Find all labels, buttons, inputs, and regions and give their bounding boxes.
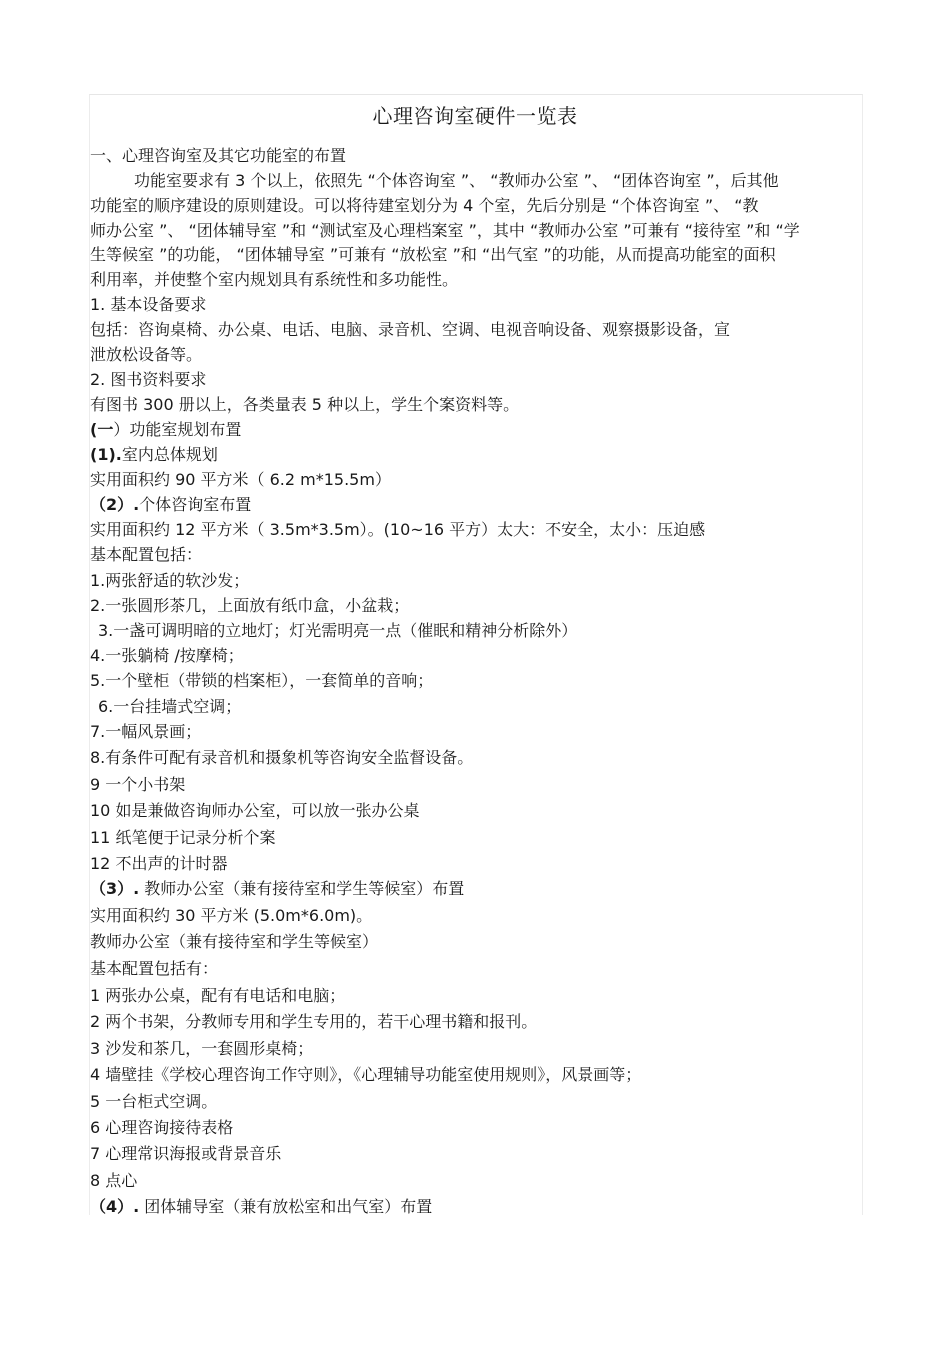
equipment-line: 泄放松设备等。 xyxy=(90,345,203,364)
office-config-label: 基本配置包括有： xyxy=(90,959,219,978)
paragraph-line: 师办公室 ”、 “团体辅导室 ”和 “测试室及心理档案室 ”，其中 “教师办公室 ”可兼有 “接待室 ”和 “学 xyxy=(90,221,800,240)
paragraph-line: 生等候室 ”的功能， “团体辅导室 ”可兼有 “放松室 ”和 “出气室 ”的功能，从而提高功能室的面积 xyxy=(90,245,776,264)
list-item: 8 点心 xyxy=(90,1171,138,1190)
list-item: 7.一幅风景画； xyxy=(90,722,202,741)
overall-title: 室内总体规划 xyxy=(121,445,218,464)
list-item: 5.一个壁柜（带锁的档案柜），一套简单的音响； xyxy=(90,671,434,690)
overall-area: 实用面积约 90 平方米（ 6.2 m*15.5m） xyxy=(90,470,391,489)
overall-heading xyxy=(90,444,218,466)
books-heading: 2. 图书资料要求 xyxy=(90,370,207,389)
list-item: 4.一张躺椅 /按摩椅； xyxy=(90,646,244,665)
office-number: （3）. xyxy=(90,879,140,898)
list-item: 2 两个书架，分教师专用和学生专用的，若干心理书籍和报刊。 xyxy=(90,1012,538,1031)
list-item: 6 心理咨询接待表格 xyxy=(90,1118,234,1137)
plan-heading-text: ）功能室规划布置 xyxy=(113,420,242,439)
list-item: 12 不出声的计时器 xyxy=(90,854,228,873)
list-item: 2.一张圆形茶几，上面放有纸巾盒，小盆栽； xyxy=(90,596,410,615)
individual-heading xyxy=(90,494,251,516)
individual-number: （2）. xyxy=(90,495,140,514)
office-heading xyxy=(90,878,464,900)
group-title: 团体辅导室（兼有放松室和出气室）布置 xyxy=(139,1197,433,1216)
plan-heading-mark: (一 xyxy=(90,420,114,439)
list-item: 11 纸笔便于记录分析个案 xyxy=(90,828,276,847)
section-heading: 一、心理咨询室及其它功能室的布置 xyxy=(90,146,347,165)
list-item: 6.一台挂墙式空调； xyxy=(98,697,242,716)
overall-number: (1). xyxy=(90,445,122,464)
office-area: 实用面积约 30 平方米 (5.0m*6.0m)。 xyxy=(90,906,373,925)
list-item: 3.一盏可调明暗的立地灯；灯光需明亮一点（催眠和精神分析除外） xyxy=(98,621,578,640)
individual-config-label: 基本配置包括： xyxy=(90,545,203,564)
plan-heading xyxy=(90,419,241,441)
list-item: 1.两张舒适的软沙发； xyxy=(90,571,250,590)
list-item: 9 一个小书架 xyxy=(90,775,186,794)
list-item: 7 心理常识海报或背景音乐 xyxy=(90,1144,282,1163)
list-item: 10 如是兼做咨询师办公室，可以放一张办公桌 xyxy=(90,801,420,820)
list-item: 3 沙发和茶几，一套圆形桌椅； xyxy=(90,1039,314,1058)
individual-area: 实用面积约 12 平方米（ 3.5m*3.5m）。(10~16 平方）太大：不安全，太小：压迫感 xyxy=(90,520,706,539)
group-number: （4）. xyxy=(90,1197,140,1216)
group-heading xyxy=(90,1196,432,1218)
list-item: 1 两张办公桌，配有有电话和电脑； xyxy=(90,986,346,1005)
list-item: 5 一台柜式空调。 xyxy=(90,1092,218,1111)
paragraph-line: 功能室要求有 3 个以上，依照先 “个体咨询室 ”、 “教师办公室 ”、 “团体咨询室 ”，后其他 xyxy=(134,171,779,190)
equipment-line: 包括：咨询桌椅、办公桌、电话、电脑、录音机、空调、电视音响设备、观察摄影设备，宣 xyxy=(90,320,731,339)
books-line: 有图书 300 册以上，各类量表 5 种以上，学生个案资料等。 xyxy=(90,395,520,414)
list-item: 8.有条件可配有录音机和摄象机等咨询安全监督设备。 xyxy=(90,748,474,767)
list-item: 4 墙壁挂《学校心理咨询工作守则》，《心理辅导功能室使用规则》，风景画等； xyxy=(90,1065,642,1084)
individual-title: 个体咨询室布置 xyxy=(139,495,252,514)
office-title: 教师办公室（兼有接待室和学生等候室）布置 xyxy=(139,879,465,898)
paragraph-line: 利用率，并使整个室内规划具有系统性和多功能性。 xyxy=(90,270,459,289)
paragraph-line: 功能室的顺序建设的原则建设。可以将待建室划分为 4 个室，先后分别是 “个体咨询室 ”、 “教 xyxy=(90,196,759,215)
equipment-heading: 1. 基本设备要求 xyxy=(90,295,207,314)
office-subtitle: 教师办公室（兼有接待室和学生等候室） xyxy=(90,932,379,951)
document-title: 心理咨询室硬件一览表 xyxy=(372,104,578,128)
